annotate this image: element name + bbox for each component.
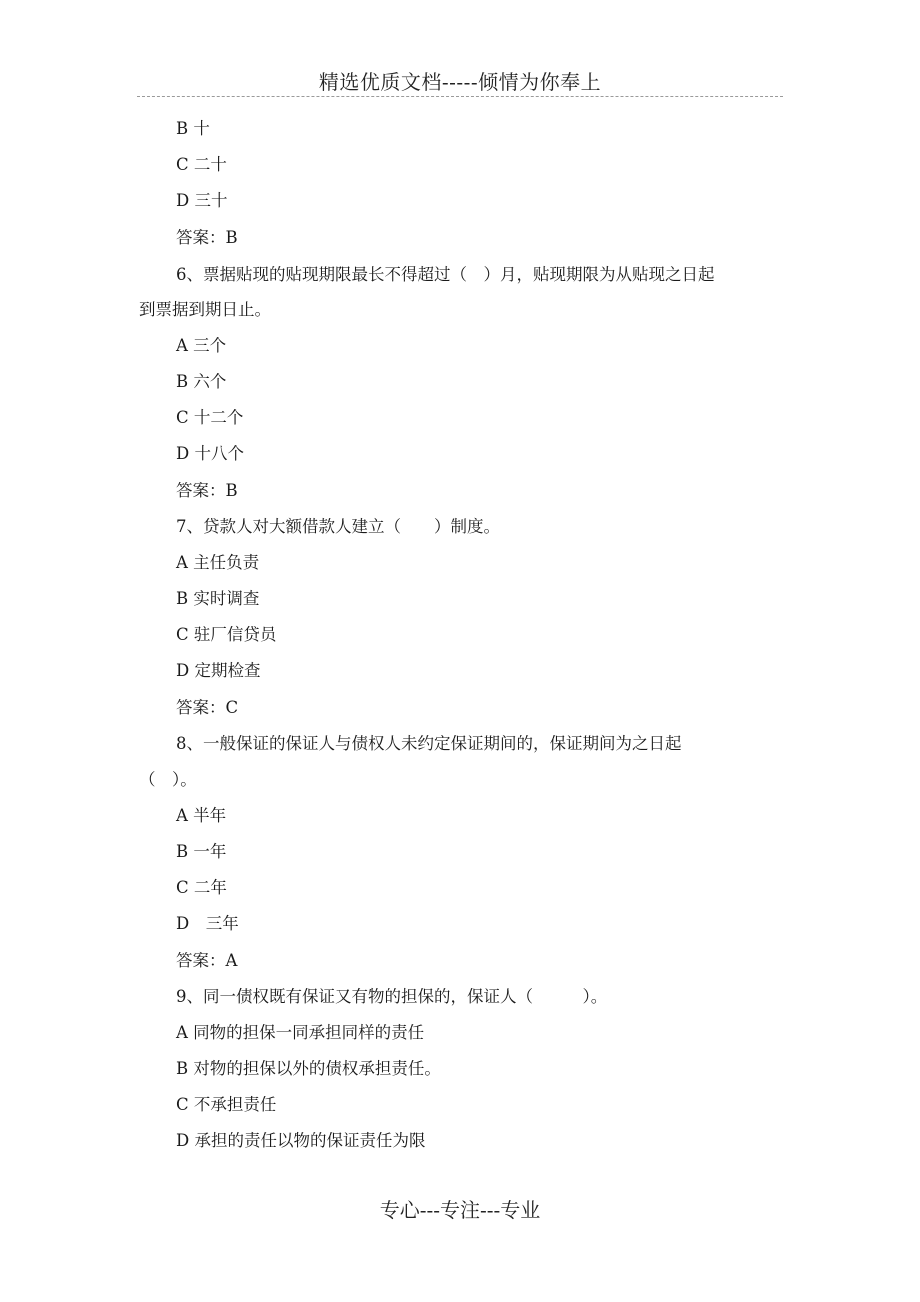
option-d-q7: D 定期检查 — [176, 661, 261, 680]
option-c-q8: C 二年 — [176, 878, 227, 897]
option-b-q9: B 对物的担保以外的债权承担责任。 — [176, 1059, 441, 1078]
question-8: 8、一般保证的保证人与债权人未约定保证期间的，保证期间为之日起 — [176, 734, 682, 753]
option-a-q8: A 半年 — [176, 806, 227, 825]
page-footer: 专心---专注---专业 — [379, 1198, 541, 1222]
option-b-q5: B 十 — [176, 119, 210, 138]
question-7: 7、贷款人对大额借款人建立（ ）制度。 — [176, 517, 500, 536]
question-6: 6、票据贴现的贴现期限最长不得超过（ ）月，贴现期限为从贴现之日起 — [176, 265, 715, 284]
option-a-q7: A 主任负责 — [176, 553, 260, 572]
option-b-q8: B 一年 — [176, 842, 227, 861]
option-a-q6: A 三个 — [176, 336, 227, 355]
question-6-continued: 到票据到期日止。 — [139, 300, 271, 319]
option-d-q6: D 十八个 — [176, 444, 244, 463]
option-c-q7: C 驻厂信贷员 — [176, 625, 277, 644]
header-divider — [137, 96, 783, 97]
option-b-q7: B 实时调查 — [176, 589, 260, 608]
option-a-q9: A 同物的担保一同承担同样的责任 — [176, 1023, 425, 1042]
answer-q7: 答案：C — [176, 698, 239, 717]
question-8-continued: （ ）。 — [139, 770, 197, 789]
option-d-q5: D 三十 — [176, 191, 228, 210]
option-b-q6: B 六个 — [176, 372, 227, 391]
answer-q6: 答案：B — [176, 481, 238, 500]
option-c-q5: C 二十 — [176, 155, 227, 174]
option-d-q9: D 承担的责任以物的保证责任为限 — [176, 1131, 426, 1150]
option-c-q6: C 十二个 — [176, 408, 244, 427]
question-9: 9、同一债权既有保证又有物的担保的，保证人（ ）。 — [176, 987, 608, 1006]
option-d-q8: D 三年 — [176, 914, 239, 933]
answer-q5: 答案：B — [176, 228, 238, 247]
option-c-q9: C 不承担责任 — [176, 1095, 277, 1114]
page-header-title: 精选优质文档-----倾情为你奉上 — [318, 70, 602, 94]
answer-q8: 答案：A — [176, 951, 238, 970]
